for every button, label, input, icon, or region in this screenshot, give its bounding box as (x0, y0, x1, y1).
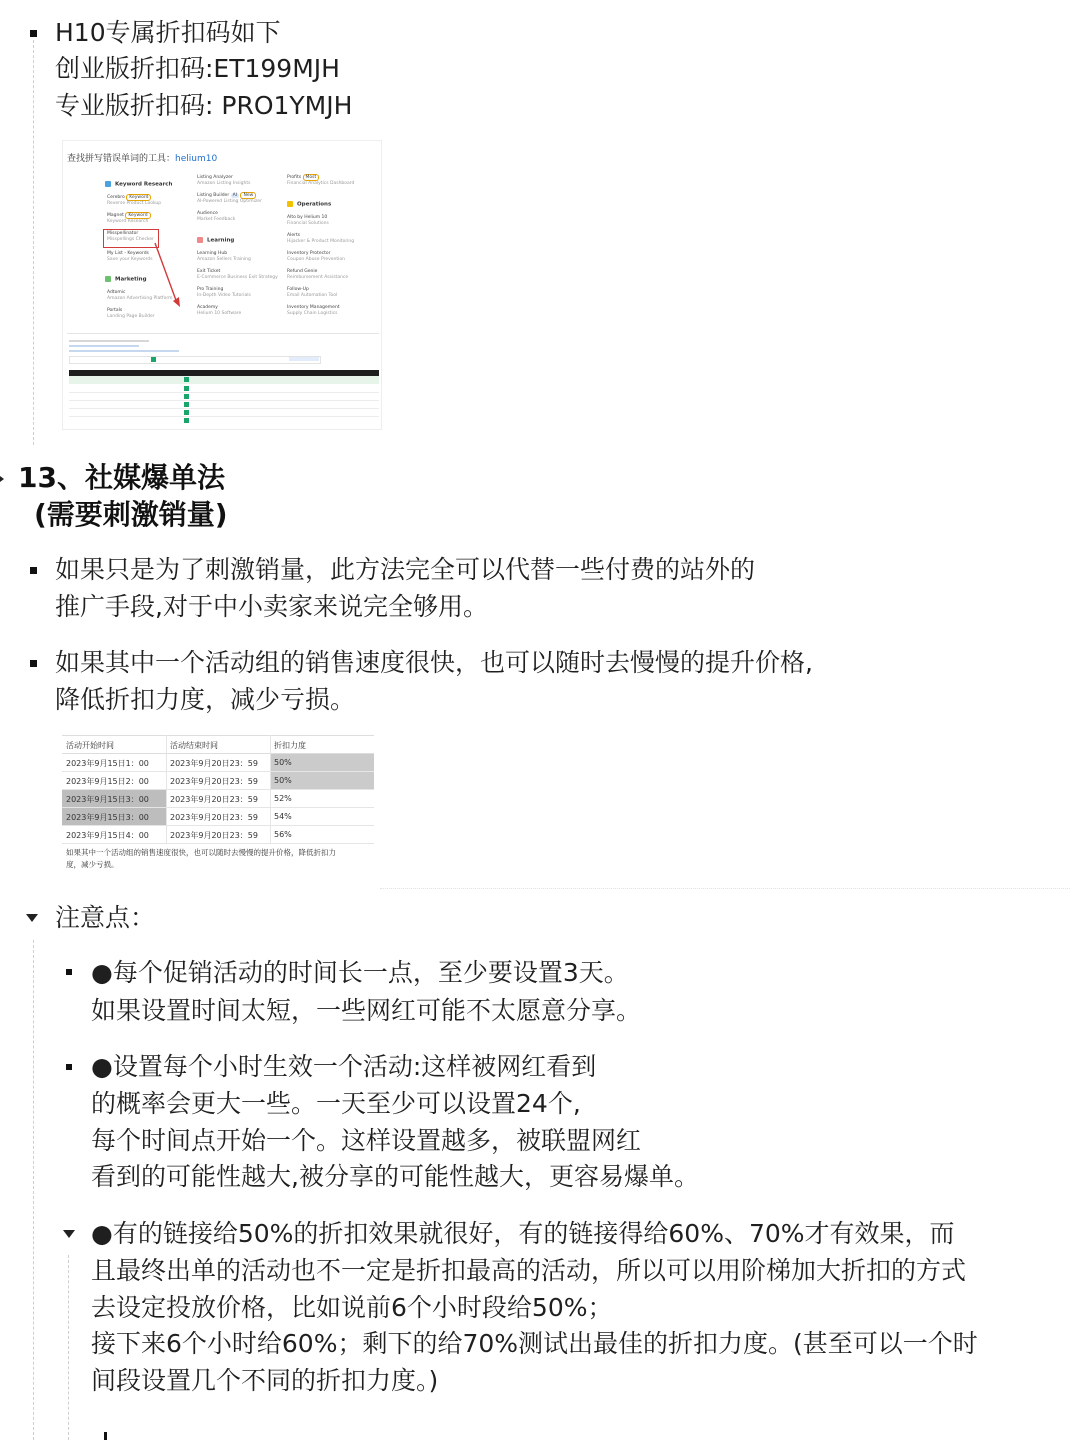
table-cell: 2023年9月20日23：59 (170, 795, 258, 804)
discount-code-pro: 专业版折扣码: PRO1YMJH (55, 91, 353, 120)
table-note: 度，减少亏损。 (66, 860, 119, 869)
menu-item-pro-training: Pro Training In-Depth Video Tutorials (197, 287, 251, 298)
table-header: 活动结束时间 (170, 741, 218, 750)
table-cell: 54% (274, 812, 292, 821)
discount-title: H10专属折扣码如下 (55, 18, 281, 47)
para2-line2: 降低折扣力度，减少亏损。 (55, 685, 356, 714)
menu-item-refund-genie: Refund Genie Reimbursement Assistance (287, 269, 349, 280)
table-note: 如果其中一个活动组的销售速度很快，也可以随时去慢慢的提升价格，降低折扣力 (66, 848, 336, 857)
table-cell: 2023年9月15日2：00 (66, 777, 149, 786)
note3-line5: 间段设置几个不同的折扣力度。) (91, 1366, 439, 1395)
table-cell: 2023年9月20日23：59 (170, 759, 258, 768)
note2-line3: 每个时间点开始一个。这样设置越多，被联盟网红 (91, 1126, 642, 1155)
collapse-toggle-icon[interactable] (26, 914, 38, 922)
menu-item-follow-up: Follow-Up Email Automation Tool (287, 287, 338, 298)
outline-guide-inner (68, 1255, 69, 1440)
menu-item-alto: Alto by Helium 10 Financial Solutions (287, 215, 329, 226)
table-cell: 2023年9月20日23：59 (170, 777, 258, 786)
note1-line1: ●每个促销活动的时间长一点，至少要设置3天。 (91, 958, 629, 987)
note3-line2: 且最终出单的活动也不一定是折扣最高的活动，所以可以用阶梯加大折扣的方式 (91, 1256, 967, 1285)
red-arrow (153, 241, 183, 311)
outline-guide-left (33, 40, 34, 445)
note2-line1: ●设置每个小时生效一个活动:这样被网红看到 (91, 1052, 597, 1081)
helium10-tools-screenshot (62, 140, 382, 430)
table-cell: 56% (274, 830, 292, 839)
section-operations: Operations (287, 201, 331, 208)
section-13-subtitle: (需要刺激销量) (34, 498, 228, 531)
para2-line1: 如果其中一个活动组的销售速度很快，也可以随时去慢慢的提升价格, (55, 648, 813, 677)
table-cell: 2023年9月20日23：59 (170, 831, 258, 840)
separator-dots (380, 888, 1070, 889)
menu-item-inventory-protector: Inventory Protector Coupon Abuse Prevention (287, 251, 346, 262)
outline-guide-sub (33, 940, 34, 1440)
table-cell: 52% (274, 794, 292, 803)
para1-line1: 如果只是为了刺激销量，此方法完全可以代替一些付费的站外的 (55, 555, 756, 584)
menu-item-portals: Portals Landing Page Builder (107, 308, 155, 319)
collapse-toggle-icon[interactable] (63, 1230, 75, 1238)
bullet-marker (66, 969, 72, 975)
table-cell: 50% (274, 776, 292, 785)
collapse-toggle-icon[interactable] (0, 473, 4, 485)
discount-code-starter: 创业版折扣码:ET199MJH (55, 54, 340, 83)
note2-line2: 的概率会更大一些。一天至少可以设置24个, (91, 1089, 581, 1118)
bullet-marker (30, 660, 37, 667)
bullet-marker (30, 567, 37, 574)
note3-line3: 去设定投放价格，比如说前6个小时段给50%； (91, 1293, 613, 1322)
note1-line2: 如果设置时间太短，一些网红可能不太愿意分享。 (91, 996, 642, 1025)
menu-item-magnet: Magnet Keyword Keyword Research (107, 213, 151, 225)
bullet-marker (66, 1064, 72, 1070)
menu-item-alerts: Alerts Hijacker & Product Monitoring (287, 233, 355, 244)
screenshot-caption: 查找拼写错误单词的工具：helium10 (67, 154, 218, 164)
menu-item-academy: Academy Helium 10 Software (197, 305, 242, 316)
table-cell: 2023年9月15日1：00 (66, 759, 149, 768)
note3-line1: ●有的链接给50%的折扣效果就很好，有的链接得给60%、70%才有效果，而 (91, 1219, 955, 1248)
section-13-title: 13、社媒爆单法 (18, 461, 225, 494)
menu-item-profits: Profits Most Financial Analytics Dashboard (287, 175, 355, 186)
table-cell: 2023年9月15日3：00 (66, 795, 149, 804)
menu-item-learning-hub: Learning Hub Amazon Sellers Training (197, 251, 251, 262)
table-cell: 50% (274, 758, 292, 767)
notes-heading: 注意点： (55, 903, 156, 932)
table-cell: 2023年9月20日23：59 (170, 813, 258, 822)
menu-item-exit-ticket: Exit Ticket E-Commerce Business Exit Strategy (197, 269, 278, 280)
menu-item-inventory-management: Inventory Management Supply Chain Logistics (287, 305, 340, 316)
text-caret (104, 1432, 107, 1440)
menu-item-adtomic: Adtomic Amazon Advertising Platform (107, 290, 173, 301)
menu-item-listing-builder: Listing Builder AI New AI-Powered Listing Optimizer (197, 193, 262, 204)
mini-results-panel (67, 333, 379, 428)
menu-item-cerebro: Cerebro Keyword Reverse Product Lookup (107, 195, 162, 206)
section-learning: Learning (197, 237, 234, 244)
para1-line2: 推广手段,对于中小卖家来说完全够用。 (55, 592, 488, 621)
menu-item-audience: Audience Market Feedback (197, 211, 236, 222)
note3-line4: 接下来6个小时给60%；剩下的给70%测试出最佳的折扣力度。(甚至可以一个时 (91, 1329, 978, 1358)
table-header: 折扣力度 (274, 741, 306, 750)
menu-item-my-list: My List - Keywords Save your Keywords (107, 251, 153, 262)
note2-line4: 看到的可能性越大,被分享的可能性越大，更容易爆单。 (91, 1162, 699, 1191)
section-keyword-research: Keyword Research (105, 181, 172, 188)
section-marketing: Marketing (105, 276, 147, 283)
promo-schedule-table (62, 735, 378, 875)
table-header: 活动开始时间 (66, 741, 114, 750)
menu-item-misspellinator: Misspellinator Misspellings Checker (107, 231, 154, 242)
menu-item-listing-analyzer: Listing Analyzer Amazon Listing Insights (197, 175, 251, 186)
table-cell: 2023年9月15日4：00 (66, 831, 149, 840)
bullet-marker (30, 30, 37, 37)
table-cell: 2023年9月15日3：00 (66, 813, 149, 822)
